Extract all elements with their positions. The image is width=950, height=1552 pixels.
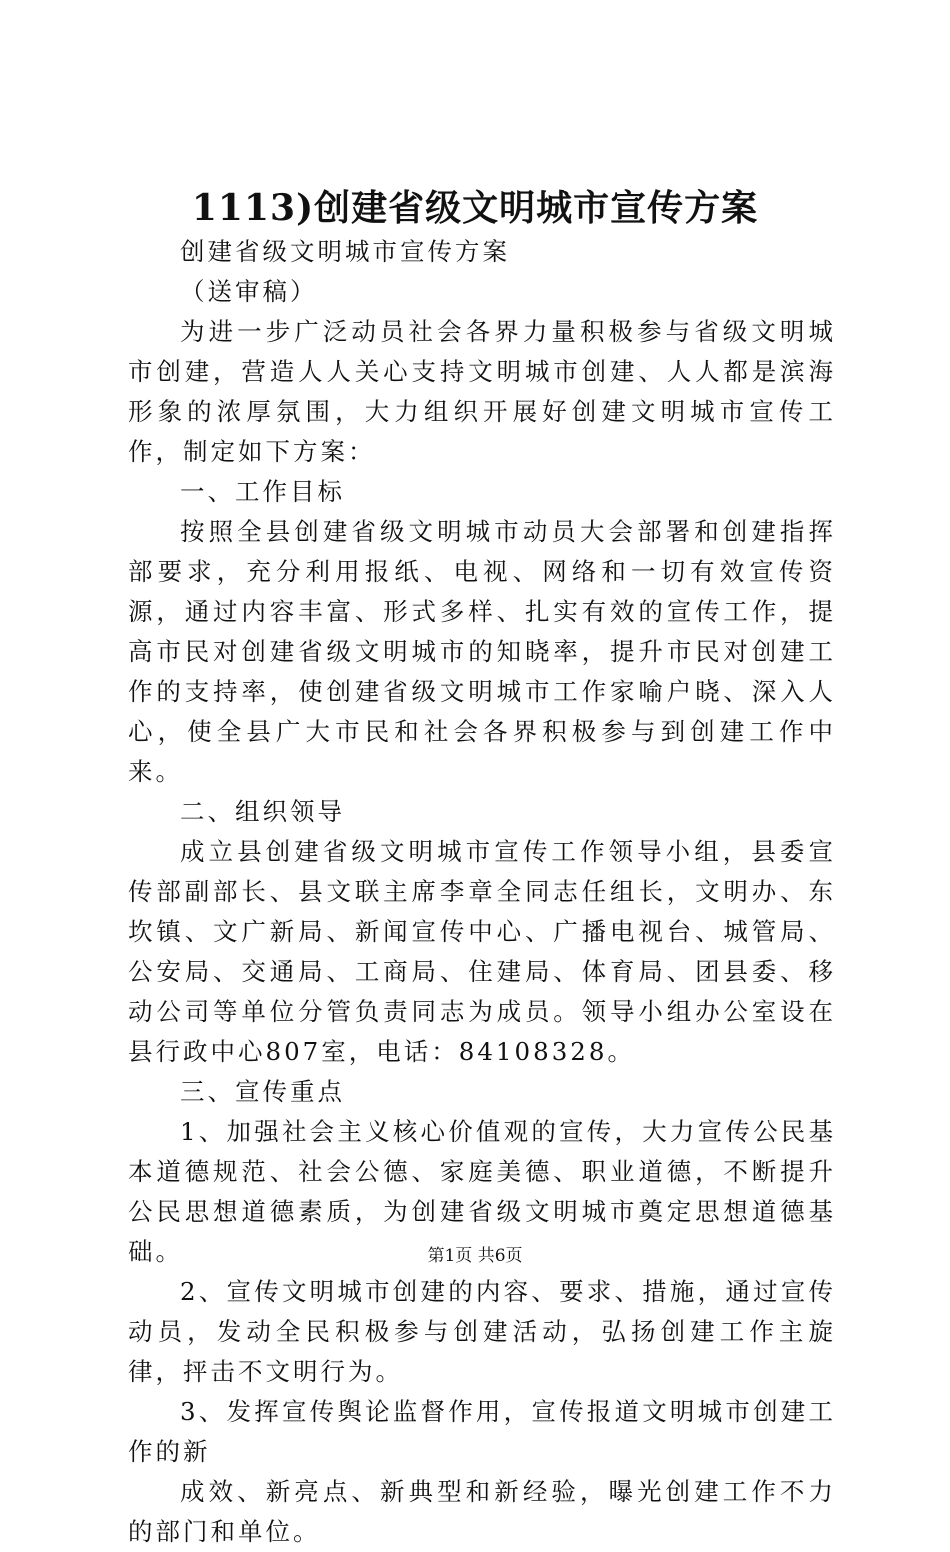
subtitle: 创建省级文明城市宣传方案 xyxy=(180,237,510,266)
section-heading-goals: 一、工作目标 xyxy=(180,477,345,506)
goals-paragraph: 按照全县创建省级文明城市动员大会部署和创建指挥部要求，充分利用报纸、电视、网络和一切有效宣传资源，通过内容丰富、形式多样、扎实有效的宣传工作，提高市民对创建省级文明城市的知晓率，提升市民对创建工作的支持率，使创建省级文明城市工作家喻户晓、深入人心，使全县广大市民和社会各界积极参与到创建工作中来。 xyxy=(128,517,836,786)
draft-note: （送审稿） xyxy=(180,277,318,306)
page-footer: 第1页 共6页 xyxy=(427,1246,523,1266)
section-heading-leadership: 二、组织领导 xyxy=(180,797,345,826)
section-heading-focus: 三、宣传重点 xyxy=(180,1077,345,1106)
document-title: 1113)创建省级文明城市宣传方案 xyxy=(191,187,759,229)
focus-item-3: 3、发挥宣传舆论监督作用，宣传报道文明城市创建工作的新 xyxy=(128,1397,836,1466)
focus-item-2: 2、宣传文明城市创建的内容、要求、措施，通过宣传动员，发动全民积极参与创建活动，弘扬创建工作主旋律，抨击不文明行为。 xyxy=(128,1277,836,1386)
focus-item-3-continued: 成效、新亮点、新典型和新经验，曝光创建工作不力的部门和单位。 xyxy=(128,1477,836,1546)
focus-item-1: 1、加强社会主义核心价值观的宣传，大力宣传公民基本道德规范、社会公德、家庭美德、职业道德，不断提升公民思想道德素质，为创建省级文明城市奠定思想道德基础。 xyxy=(128,1117,836,1266)
document-body xyxy=(128,232,836,1552)
intro-paragraph: 为进一步广泛动员社会各界力量积极参与省级文明城市创建，营造人人关心支持文明城市创建、人人都是滨海形象的浓厚氛围，大力组织开展好创建文明城市宣传工作，制定如下方案： xyxy=(128,317,836,466)
leadership-paragraph: 成立县创建省级文明城市宣传工作领导小组，县委宣传部副部长、县文联主席李章全同志任组长，文明办、东坎镇、文广新局、新闻宣传中心、广播电视台、城管局、公安局、交通局、工商局、住建局、体育局、团县委、移动公司等单位分管负责同志为成员。领导小组办公室设在县行政中心807室，电话：84108328。 xyxy=(128,837,836,1066)
